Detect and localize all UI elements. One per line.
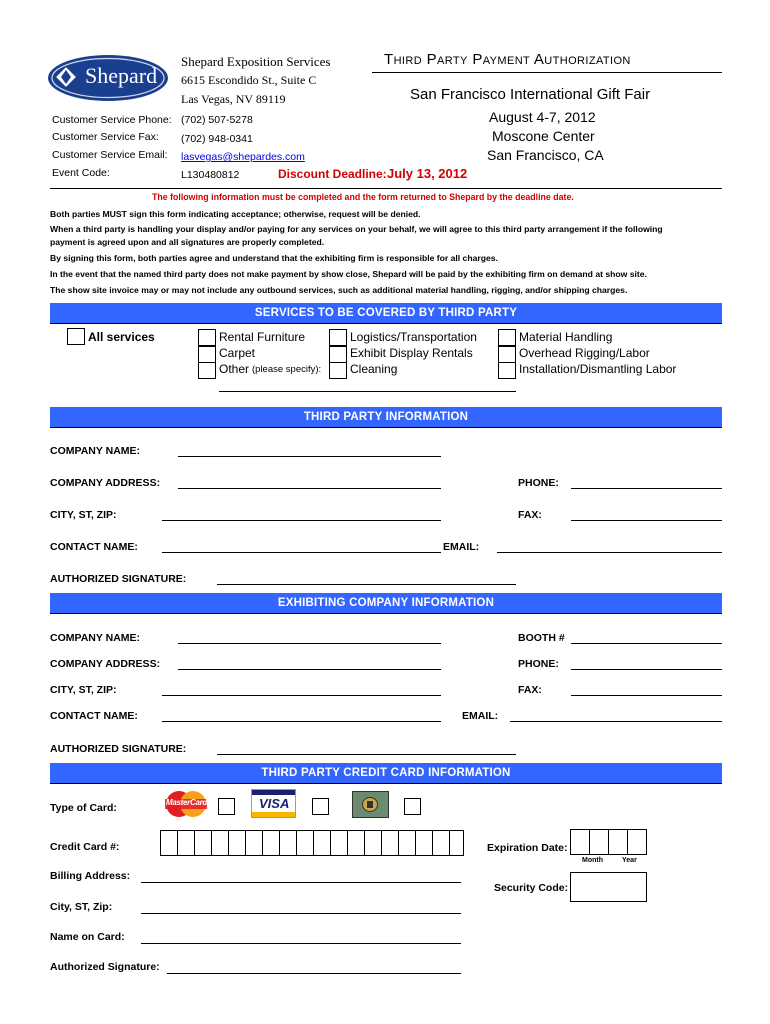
discount-deadline-label: Discount Deadline: <box>278 167 387 181</box>
cleaning-checkbox[interactable] <box>329 362 347 379</box>
rigging-checkbox[interactable] <box>498 346 516 363</box>
ex-company-address-field[interactable] <box>178 669 441 670</box>
security-code-label: Security Code: <box>494 882 569 894</box>
installation-checkbox[interactable] <box>498 362 516 379</box>
other-checkbox[interactable] <box>198 362 216 379</box>
company-address-2: Las Vegas, NV 89119 <box>181 92 286 106</box>
service-installation: Installation/Dismantling Labor <box>519 362 677 376</box>
ex-phone-label: PHONE: <box>518 658 559 670</box>
tp-contact-field[interactable] <box>162 552 441 553</box>
tp-fax-field[interactable] <box>571 520 722 521</box>
logo-wordmark: Shepard <box>85 63 158 88</box>
phone-label: Customer Service Phone: <box>52 114 172 126</box>
ex-fax-label: FAX: <box>518 684 542 696</box>
paragraph-2b: payment is agreed upon and all signatures are properly completed. <box>50 237 325 247</box>
services-header-rule <box>50 323 722 324</box>
third-party-header: THIRD PARTY INFORMATION <box>50 407 722 427</box>
shepard-logo <box>47 54 169 102</box>
card-digit-15[interactable] <box>399 830 416 856</box>
exhibit-display-checkbox[interactable] <box>329 346 347 363</box>
logistics-checkbox[interactable] <box>329 329 347 346</box>
fax-label: Customer Service Fax: <box>52 131 159 143</box>
service-exhibit-display: Exhibit Display Rentals <box>350 346 473 360</box>
ex-company-name-field[interactable] <box>178 643 441 644</box>
expiration-year-label: Year <box>622 857 637 864</box>
ex-fax-field[interactable] <box>571 695 722 696</box>
card-digit-9[interactable] <box>297 830 314 856</box>
paragraph-1: Both parties MUST sign this form indicating acceptance; otherwise, request will be denied. <box>50 209 421 219</box>
tp-company-address-label: COMPANY ADDRESS: <box>50 477 161 489</box>
exhibiting-header-rule <box>50 613 722 614</box>
ex-city-field[interactable] <box>162 695 441 696</box>
card-digit-6[interactable] <box>246 830 263 856</box>
event-city: San Francisco, CA <box>487 147 604 163</box>
third-party-header-rule <box>50 427 722 428</box>
form-title: Third Party Payment Authorization <box>384 51 631 68</box>
billing-address-field[interactable] <box>141 882 461 883</box>
service-cleaning: Cleaning <box>350 362 398 376</box>
tp-city-label: CITY, ST, ZIP: <box>50 509 117 521</box>
ex-company-address-label: COMPANY ADDRESS: <box>50 658 161 670</box>
card-digit-17[interactable] <box>433 830 450 856</box>
credit-card-header-rule <box>50 783 722 784</box>
event-venue: Moscone Center <box>492 128 595 144</box>
card-digit-4[interactable] <box>212 830 229 856</box>
expiration-label: Expiration Date: <box>487 842 568 854</box>
ex-booth-label: BOOTH # <box>518 632 565 644</box>
visa-checkbox[interactable] <box>312 798 329 815</box>
credit-card-header: THIRD PARTY CREDIT CARD INFORMATION <box>50 763 722 783</box>
paragraph-5: The show site invoice may or may not include any outbound services, such as additional material handling, rigging, and/or shipping charges. <box>50 285 628 295</box>
tp-phone-field[interactable] <box>571 488 722 489</box>
card-digit-14[interactable] <box>382 830 399 856</box>
fax-value: (702) 948-0341 <box>181 133 253 145</box>
card-number-label: Credit Card #: <box>50 841 120 853</box>
tp-email-field[interactable] <box>497 552 722 553</box>
card-digit-18[interactable] <box>450 830 464 856</box>
rental-furniture-checkbox[interactable] <box>198 329 216 346</box>
all-services-label: All services <box>88 330 155 344</box>
title-underline <box>372 72 722 73</box>
mastercard-logo-icon <box>164 790 208 818</box>
service-carpet: Carpet <box>219 346 256 360</box>
event-code-label: Event Code: <box>52 167 110 179</box>
discount-deadline-date: July 13, 2012 <box>387 166 468 181</box>
expiration-field[interactable] <box>570 829 647 855</box>
tp-email-label: EMAIL: <box>443 541 480 553</box>
mastercard-label: MasterCard <box>166 798 208 807</box>
card-digit-12[interactable] <box>348 830 365 856</box>
visa-logo-icon <box>251 789 296 818</box>
header-divider <box>50 188 722 189</box>
card-digit-1[interactable] <box>161 830 178 856</box>
phone-value: (702) 507-5278 <box>181 114 253 126</box>
ex-contact-label: CONTACT NAME: <box>50 710 138 722</box>
service-material-handling: Material Handling <box>519 330 613 344</box>
card-digit-8[interactable] <box>280 830 297 856</box>
security-code-field[interactable] <box>570 872 647 902</box>
card-digit-7[interactable] <box>263 830 280 856</box>
carpet-checkbox[interactable] <box>198 346 216 363</box>
ex-company-name-label: COMPANY NAME: <box>50 632 141 644</box>
service-rental-furniture: Rental Furniture <box>219 330 306 344</box>
service-logistics: Logistics/Transportation <box>350 330 477 344</box>
tp-phone-label: PHONE: <box>518 477 559 489</box>
amex-logo-icon <box>352 791 389 818</box>
tp-company-name-field[interactable] <box>178 456 441 457</box>
ex-phone-field[interactable] <box>571 669 722 670</box>
card-digit-13[interactable] <box>365 830 382 856</box>
card-digit-16[interactable] <box>416 830 433 856</box>
card-digit-5[interactable] <box>229 830 246 856</box>
event-name: San Francisco International Gift Fair <box>410 86 651 103</box>
tp-contact-label: CONTACT NAME: <box>50 541 138 553</box>
ex-signature-field[interactable] <box>217 754 516 755</box>
company-address-1: 6615 Escondido St., Suite C <box>181 73 317 87</box>
other-note: (please specify): <box>252 364 322 375</box>
all-services-checkbox[interactable] <box>67 328 85 345</box>
tp-signature-field[interactable] <box>217 584 516 585</box>
exhibiting-header: EXHIBITING COMPANY INFORMATION <box>50 593 722 613</box>
paragraph-4: In the event that the named third party does not make payment by show close, Shepard will be paid by the exhibiting firm on demand at show site. <box>50 269 647 279</box>
company-name: Shepard Exposition Services <box>181 54 331 69</box>
name-on-card-field[interactable] <box>141 943 461 944</box>
service-other: Other <box>219 362 250 376</box>
ex-booth-field[interactable] <box>571 643 722 644</box>
tp-fax-label: FAX: <box>518 509 542 521</box>
mastercard-checkbox[interactable] <box>218 798 235 815</box>
name-on-card-label: Name on Card: <box>50 931 125 943</box>
ex-email-label: EMAIL: <box>462 710 499 722</box>
card-digit-3[interactable] <box>195 830 212 856</box>
tp-city-field[interactable] <box>162 520 441 521</box>
services-header: SERVICES TO BE COVERED BY THIRD PARTY <box>50 303 722 323</box>
card-type-label: Type of Card: <box>50 802 117 814</box>
card-signature-field[interactable] <box>167 973 461 974</box>
other-specify-field[interactable] <box>219 391 516 392</box>
email-label: Customer Service Email: <box>52 149 168 161</box>
tp-company-name-label: COMPANY NAME: <box>50 445 141 457</box>
visa-label: VISA <box>259 796 290 811</box>
card-city-label: City, ST, Zip: <box>50 901 113 913</box>
material-handling-checkbox[interactable] <box>498 329 516 346</box>
card-digit-10[interactable] <box>314 830 331 856</box>
tp-signature-label: AUTHORIZED SIGNATURE: <box>50 573 187 585</box>
billing-address-label: Billing Address: <box>50 870 131 882</box>
tp-company-address-field[interactable] <box>178 488 441 489</box>
event-code-value: L130480812 <box>181 169 240 181</box>
ex-contact-field[interactable] <box>162 721 441 722</box>
ex-signature-label: AUTHORIZED SIGNATURE: <box>50 743 187 755</box>
expiration-month-label: Month <box>582 857 603 864</box>
card-digit-11[interactable] <box>331 830 348 856</box>
paragraph-2a: When a third party is handling your display and/or paying for any services on your behalf, we will agree to this third party arrangement if the following <box>50 224 663 234</box>
ex-email-field[interactable] <box>510 721 722 722</box>
amex-checkbox[interactable] <box>404 798 421 815</box>
card-signature-label: Authorized Signature: <box>50 961 160 973</box>
service-rigging: Overhead Rigging/Labor <box>519 346 650 360</box>
ex-city-label: CITY, ST, ZIP: <box>50 684 117 696</box>
card-digit-2[interactable] <box>178 830 195 856</box>
email-link[interactable]: lasvegas@shepardes.com <box>181 151 305 163</box>
deadline-notice: The following information must be completed and the form returned to Shepard by the deadline date. <box>152 192 574 202</box>
paragraph-3: By signing this form, both parties agree and understand that the exhibiting firm is responsible for all charges. <box>50 253 498 263</box>
event-dates: August 4-7, 2012 <box>489 109 596 125</box>
card-city-field[interactable] <box>141 913 461 914</box>
